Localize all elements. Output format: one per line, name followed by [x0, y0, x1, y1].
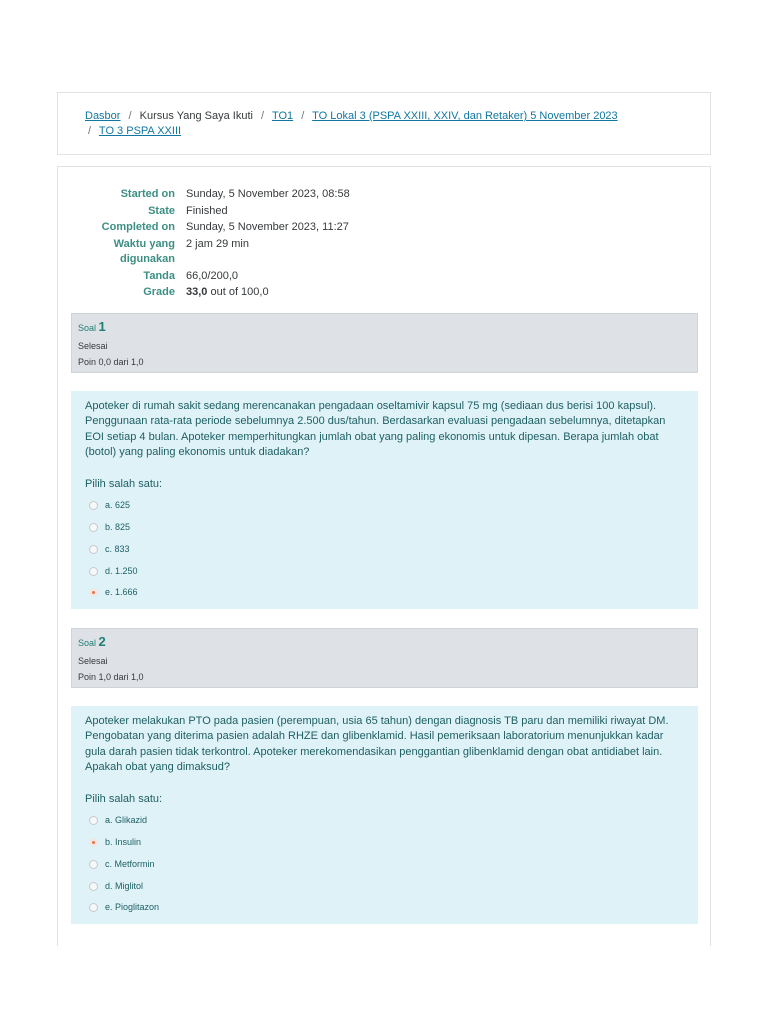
breadcrumb-dasbor-link[interactable]: Dasbor [85, 110, 121, 122]
question-2-info [71, 628, 698, 688]
question-number: 1 [98, 319, 106, 334]
radio-button-checked[interactable] [89, 588, 98, 597]
option-label: a. Glikazid [105, 815, 148, 826]
question-label: Soal [78, 323, 97, 333]
quiz-review-panel [57, 166, 711, 946]
state-label: State [148, 204, 175, 217]
question-1-info [71, 313, 698, 373]
summary-row-grade [58, 285, 710, 302]
option-label: a. 625 [105, 500, 131, 511]
answer-option[interactable] [85, 855, 684, 877]
question-points: Poin 1,0 dari 1,0 [78, 672, 144, 682]
answer-option[interactable] [85, 518, 684, 540]
breadcrumb-separator: / [128, 110, 132, 122]
question-label: Soal [78, 638, 97, 648]
breadcrumb-separator: / [261, 110, 265, 122]
breadcrumb-course-link[interactable]: TO Lokal 3 (PSPA XXIII, XXIV, dan Retaker) 5 November 2023 [312, 110, 618, 122]
marks-label: Tanda [143, 269, 175, 282]
started-on-value: Sunday, 5 November 2023, 08:58 [186, 188, 350, 200]
started-on-label: Started on [120, 188, 175, 200]
option-label: c. 833 [105, 543, 130, 554]
time-taken-label-line2: digunakan [119, 253, 175, 265]
radio-button[interactable] [89, 501, 98, 510]
option-label: e. Pioglitazon [105, 902, 160, 913]
attempt-summary-table [58, 187, 710, 302]
answer-option[interactable] [85, 898, 684, 920]
breadcrumb-separator: / [88, 125, 92, 137]
answer-prompt: Pilih salah satu: [85, 793, 163, 806]
state-value: Finished [186, 204, 228, 217]
time-taken-value: 2 jam 29 min [186, 237, 249, 250]
question-1-content [71, 391, 698, 609]
summary-row-started [58, 187, 710, 204]
question-2-content [71, 706, 698, 924]
option-label: b. Insulin [105, 837, 142, 848]
breadcrumb-separator: / [301, 110, 305, 122]
question-text: Apoteker di rumah sakit sedang merencanakan pengadaan oseltamivir kapsul 75 mg (sediaan dus berisi 100 kapsul). Penggunaan rata-rata periode sebelumnya 2.500 dus/tahun. Berdasarkan evaluasi pengadaan sebelumnya, ditetapkan EOI setiap 4 bulan. Apoteker memperhitungkan jumlah obat yang paling ekonomis untuk dipesan. Berapa jumlah obat (botol) yang paling ekonomis untuk diadakan? [85, 400, 666, 458]
marks-value: 66,0/200,0 [186, 269, 238, 282]
summary-row-completed [58, 220, 710, 237]
grade-score: 33,0 [186, 286, 208, 298]
radio-button[interactable] [89, 567, 98, 576]
breadcrumb-my-courses: Kursus Yang Saya Ikuti [139, 110, 253, 122]
breadcrumb [57, 92, 711, 155]
option-label: d. 1.250 [105, 565, 138, 576]
time-taken-label-line1: Waktu yang [113, 237, 175, 250]
option-label: c. Metformin [105, 858, 155, 869]
radio-button-checked[interactable] [89, 838, 98, 847]
grade-label: Grade [143, 286, 175, 298]
answer-option[interactable] [85, 540, 684, 562]
grade-out-of: out of 100,0 [207, 286, 269, 298]
radio-button[interactable] [89, 903, 98, 912]
option-label: b. 825 [105, 522, 131, 533]
time-taken-label [58, 237, 175, 268]
radio-button[interactable] [89, 882, 98, 891]
answer-option[interactable] [85, 496, 684, 518]
question-number: 2 [98, 634, 106, 649]
summary-row-state [58, 204, 710, 221]
question-state: Selesai [78, 656, 108, 666]
completed-on-value: Sunday, 5 November 2023, 11:27 [186, 221, 349, 233]
grade-value [186, 285, 269, 301]
option-label: d. Miglitol [105, 880, 144, 891]
answer-option-selected[interactable] [85, 833, 684, 855]
breadcrumb-quiz-link[interactable]: TO 3 PSPA XXIII [98, 125, 182, 137]
question-state: Selesai [78, 341, 108, 351]
question-text: Apoteker melakukan PTO pada pasien (perempuan, usia 65 tahun) dengan diagnosis TB paru dan memiliki riwayat DM. Pengobatan yang diterima pasien adalah RHZE dan glibenklamid. Hasil pemeriksaan laboratorium menunjukkan kadar gula darah pasien tidak terkontrol. Apoteker merekomendasikan penggantian glibenklamid dengan obat antidiabet lain. Apakah obat yang dimaksud? [85, 715, 669, 773]
option-label: e. 1.666 [105, 587, 138, 598]
answer-option[interactable] [85, 811, 684, 833]
answer-option-selected[interactable] [85, 583, 684, 605]
completed-on-label: Completed on [101, 221, 175, 233]
answer-option[interactable] [85, 562, 684, 584]
summary-row-time [58, 237, 710, 269]
answer-option[interactable] [85, 877, 684, 899]
radio-button[interactable] [89, 816, 98, 825]
radio-button[interactable] [89, 523, 98, 532]
summary-row-marks [58, 269, 710, 286]
breadcrumb-to1-link[interactable]: TO1 [271, 110, 294, 122]
radio-button[interactable] [89, 545, 98, 554]
question-points: Poin 0,0 dari 1,0 [78, 357, 144, 367]
radio-button[interactable] [89, 860, 98, 869]
answer-prompt: Pilih salah satu: [85, 478, 163, 491]
